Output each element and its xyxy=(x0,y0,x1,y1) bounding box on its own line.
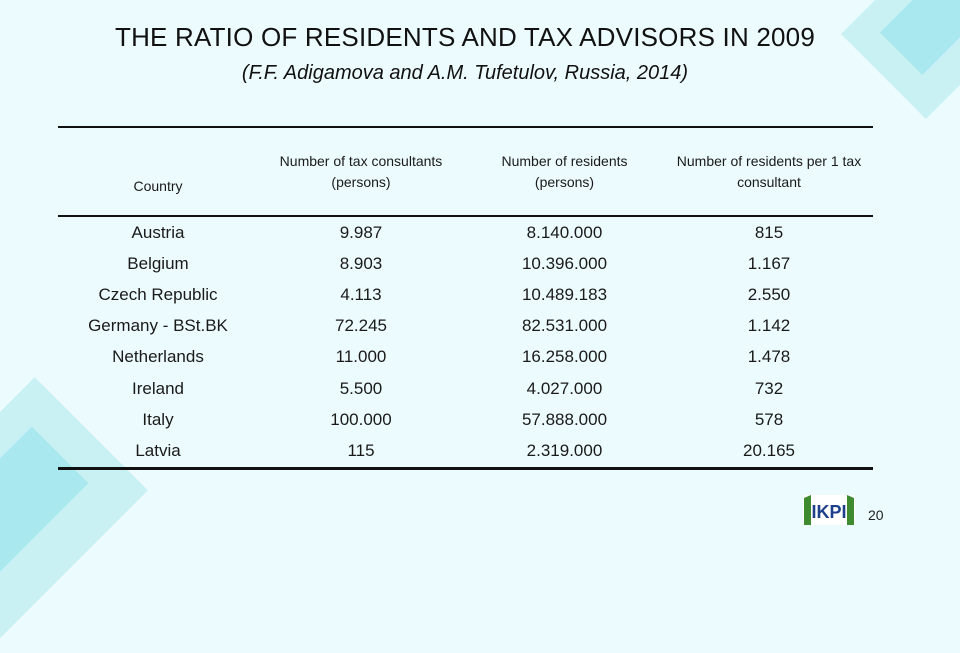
table-header-row xyxy=(58,127,873,216)
cell-residents: 57.888.000 xyxy=(521,409,608,429)
cell-residents-per-consultant: 1.478 xyxy=(747,347,791,367)
ikpi-logo xyxy=(803,494,855,526)
cell-tax-consultants: 5.500 xyxy=(339,378,383,398)
table-row xyxy=(58,404,873,435)
cell-country: Belgium xyxy=(127,253,189,273)
cell-residents: 10.489.183 xyxy=(521,284,608,304)
slide-title: THE RATIO OF RESIDENTS AND TAX ADVISORS IN 2009 xyxy=(114,22,815,52)
table-row xyxy=(58,279,873,310)
column-header-residents: Number of residents (persons) xyxy=(464,127,665,216)
table-row xyxy=(58,435,873,468)
cell-residents: 4.027.000 xyxy=(526,378,603,398)
cell-residents-per-consultant: 578 xyxy=(754,409,784,429)
cell-residents-per-consultant: 1.167 xyxy=(747,253,791,273)
cell-residents-per-consultant: 815 xyxy=(754,222,784,242)
cell-country: Czech Republic xyxy=(98,284,218,304)
column-header-residents-per-consultant: Number of residents per 1 tax consultant xyxy=(665,127,873,216)
cell-country: Netherlands xyxy=(112,347,204,367)
cell-residents: 10.396.000 xyxy=(521,253,608,273)
slide-subtitle: (F.F. Adigamova and A.M. Tufetulov, Russia, 2014) xyxy=(241,62,689,84)
cell-tax-consultants: 8.903 xyxy=(339,253,383,273)
page-number: 20 xyxy=(868,507,884,523)
data-table xyxy=(58,126,873,470)
table-row xyxy=(58,373,873,404)
cell-country: Austria xyxy=(131,222,185,242)
ikpi-logo-mark xyxy=(803,494,855,526)
cell-tax-consultants: 100.000 xyxy=(330,409,392,429)
table-row xyxy=(58,311,873,342)
table-row xyxy=(58,248,873,279)
cell-residents: 82.531.000 xyxy=(521,316,608,336)
table-row xyxy=(58,216,873,248)
cell-tax-consultants: 72.245 xyxy=(335,316,387,336)
cell-tax-consultants: 4.113 xyxy=(340,284,382,304)
cell-residents: 2.319.000 xyxy=(526,440,603,460)
cell-residents-per-consultant: 1.142 xyxy=(747,316,791,336)
cell-residents-per-consultant: 20.165 xyxy=(743,440,795,460)
column-header-country: Country xyxy=(58,127,258,216)
column-header-tax-consultants: Number of tax consultants (persons) xyxy=(258,127,464,216)
cell-country: Italy xyxy=(142,409,174,429)
cell-residents-per-consultant: 2.550 xyxy=(747,284,791,304)
svg-text:IKPI: IKPI xyxy=(811,502,847,522)
cell-tax-consultants: 115 xyxy=(347,440,375,460)
cell-residents: 16.258.000 xyxy=(521,347,608,367)
cell-country: Ireland xyxy=(132,378,184,398)
cell-residents: 8.140.000 xyxy=(526,222,603,242)
cell-tax-consultants: 11.000 xyxy=(335,347,387,367)
cell-country: Latvia xyxy=(135,440,181,460)
table-row xyxy=(58,342,873,373)
cell-residents-per-consultant: 732 xyxy=(754,378,784,398)
cell-tax-consultants: 9.987 xyxy=(339,222,383,242)
cell-country: Germany - BSt.BK xyxy=(88,316,228,336)
